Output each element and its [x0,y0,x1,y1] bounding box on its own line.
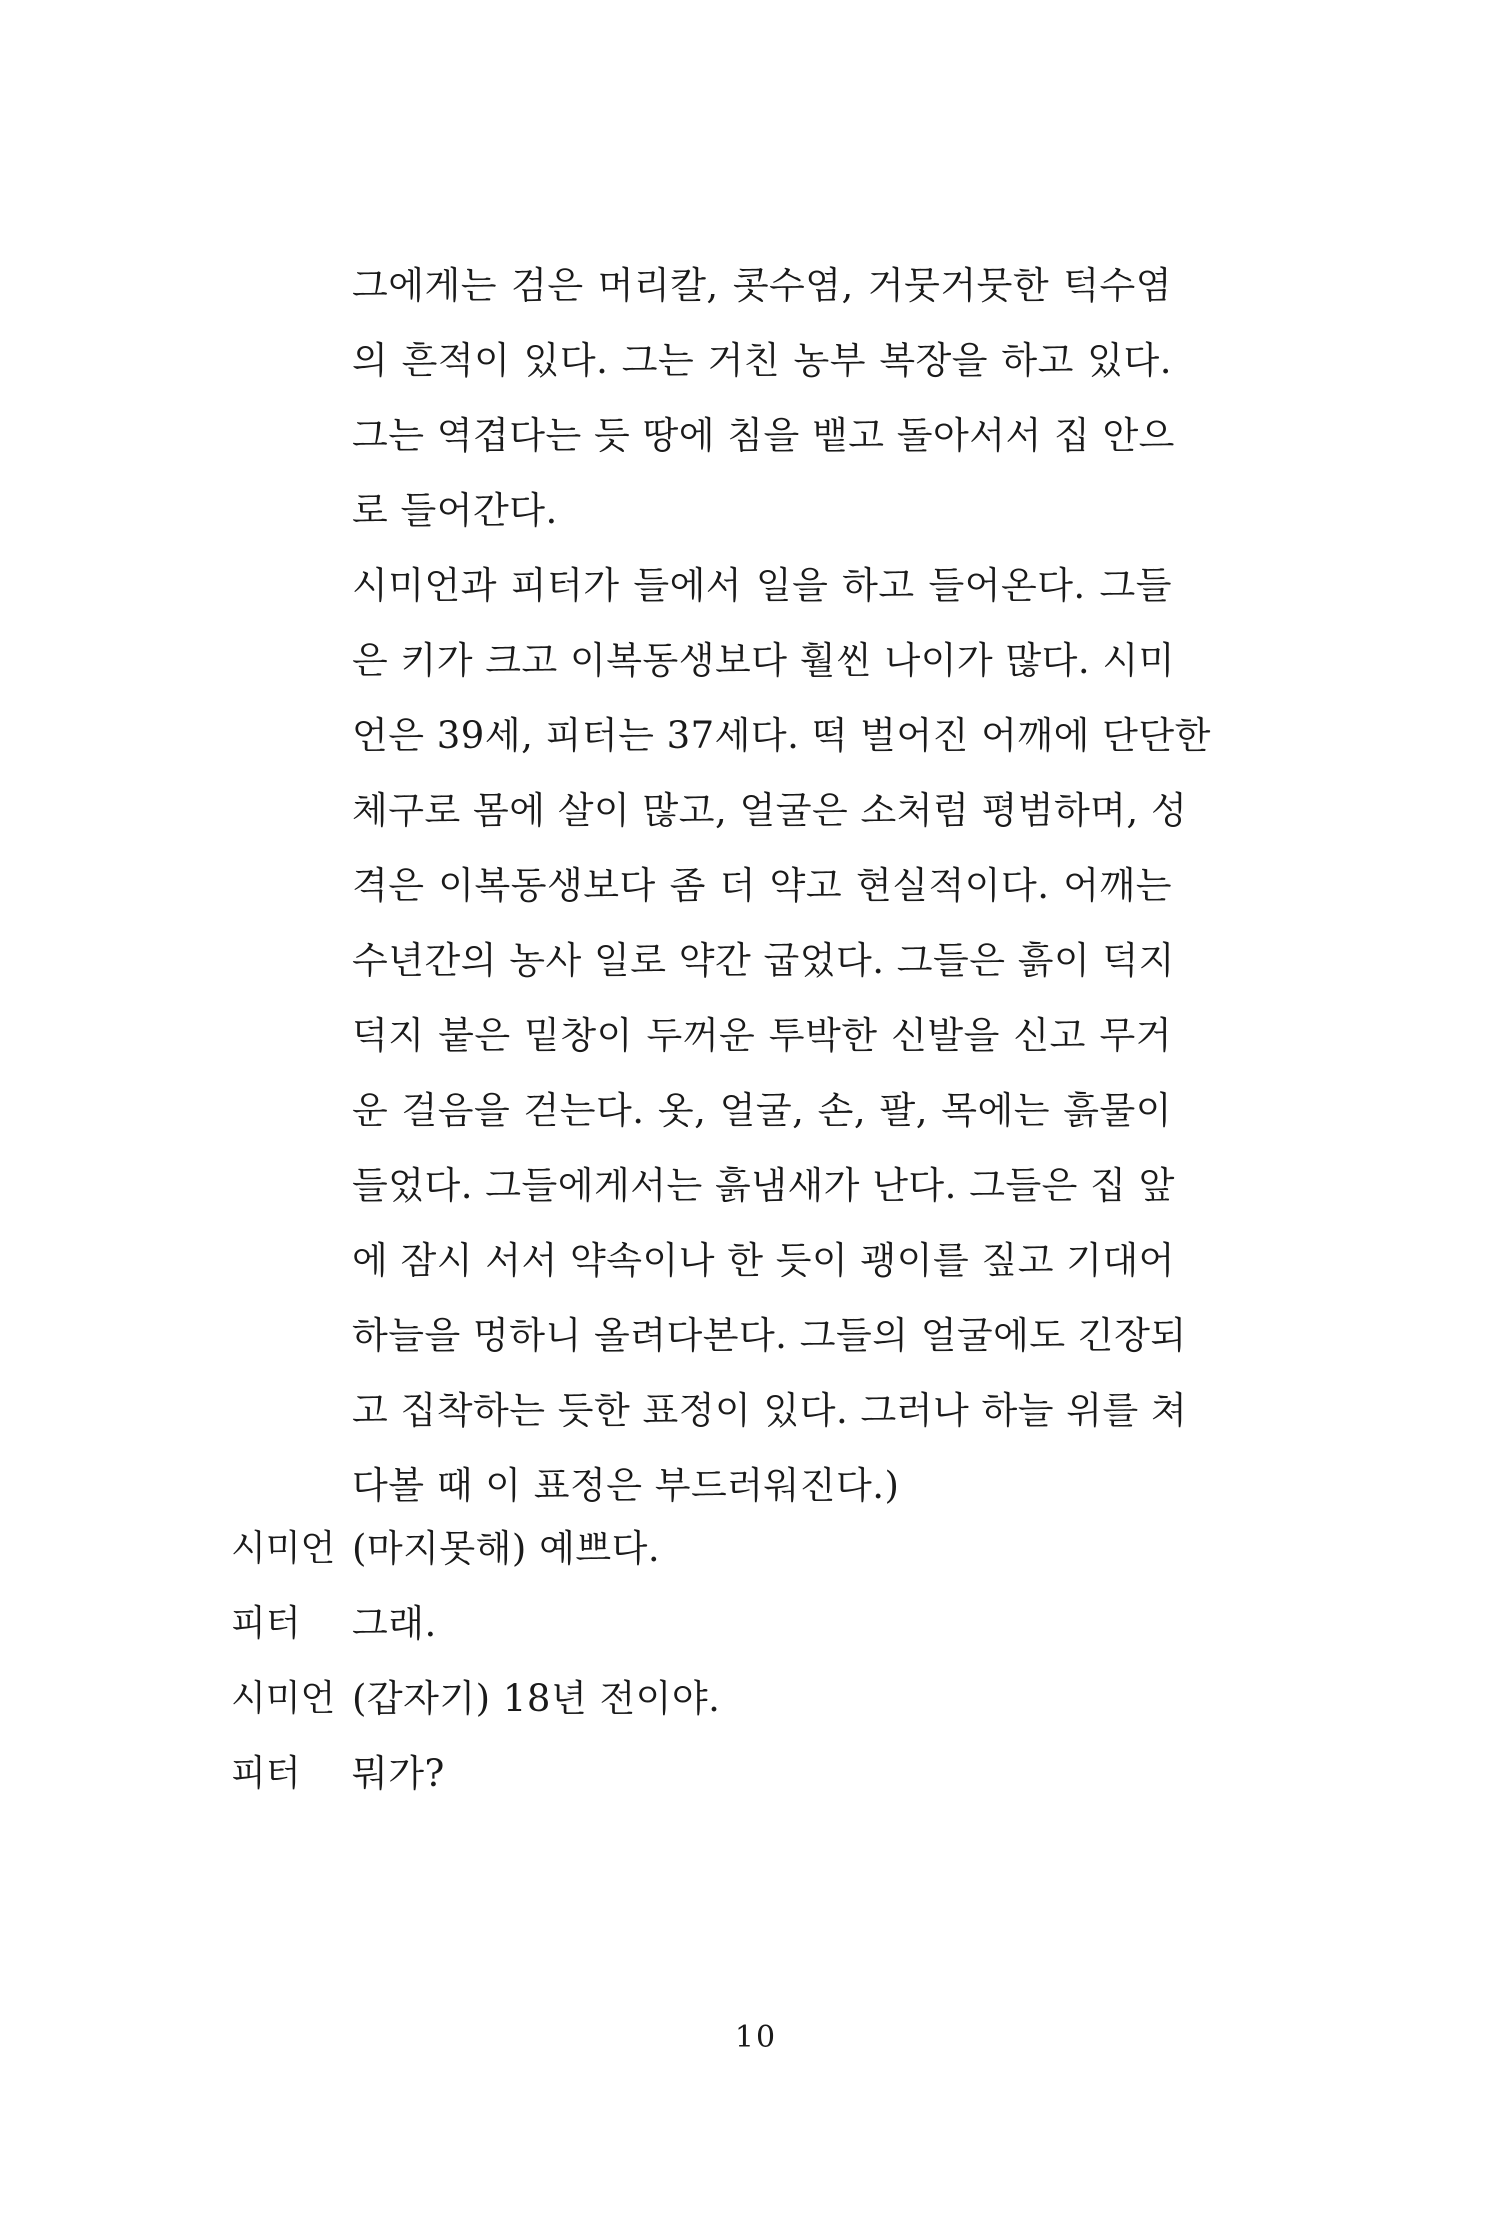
stage-direction-line: 그는 역겹다는 듯 땅에 침을 뱉고 돌아서서 집 안으 [352,414,1175,457]
dialogue-row [231,1736,1231,1811]
dialogue-line: 그래. [352,1602,437,1645]
page-number: 10 [734,2020,778,2055]
stage-direction-line: 하늘을 멍하니 올려다본다. 그들의 얼굴에도 긴장되 [352,1314,1187,1357]
speaker-name: 피터 [231,1603,301,1644]
stage-direction-line: 체구로 몸에 살이 많고, 얼굴은 소처럼 평범하며, 성 [352,789,1188,832]
stage-direction-line: 다볼 때 이 표정은 부드러워진다.) [352,1464,900,1507]
stage-direction-line: 덕지 붙은 밑창이 두꺼운 투박한 신발을 신고 무거 [352,1014,1172,1057]
stage-direction-line: 시미언과 피터가 들에서 일을 하고 들어온다. 그들 [352,564,1172,607]
speaker-name: 시미언 [231,1528,336,1569]
stage-direction-line: 로 들어간다. [352,489,558,532]
dialogue-line: (마지못해) 예쁘다. [352,1527,661,1570]
dialogue-row [231,1511,1231,1586]
stage-direction-line: 은 키가 크고 이복동생보다 훨씬 나이가 많다. 시미 [352,639,1175,682]
dialogue-row [231,1661,1231,1736]
stage-direction-line: 의 흔적이 있다. 그는 거친 농부 복장을 하고 있다. [352,339,1172,382]
stage-direction-line: 그에게는 검은 머리칼, 콧수염, 거뭇거뭇한 턱수염 [352,264,1172,307]
dialogue-line: 뭐가? [352,1752,445,1795]
stage-directions [352,248,1211,1523]
stage-direction-line: 언은 39세, 피터는 37세다. 떡 벌어진 어깨에 단단한 [352,714,1211,757]
dialogue-block [231,1511,1231,1811]
speaker-name: 시미언 [231,1678,336,1719]
stage-direction-line: 운 걸음을 걷는다. 옷, 얼굴, 손, 팔, 목에는 흙물이 [352,1089,1172,1132]
stage-direction-line: 고 집착하는 듯한 표정이 있다. 그러나 하늘 위를 쳐 [352,1389,1188,1432]
speaker-name: 피터 [231,1753,301,1794]
dialogue-line: (갑자기) 18년 전이야. [352,1677,721,1720]
stage-direction-line: 에 잠시 서서 약속이나 한 듯이 괭이를 짚고 기대어 [352,1239,1175,1282]
stage-direction-line: 들었다. 그들에게서는 흙냄새가 난다. 그들은 집 앞 [352,1164,1175,1207]
dialogue-row [231,1586,1231,1661]
stage-direction-line: 격은 이복동생보다 좀 더 약고 현실적이다. 어깨는 [352,864,1172,907]
stage-direction-line: 수년간의 농사 일로 약간 굽었다. 그들은 흙이 덕지 [352,939,1175,982]
